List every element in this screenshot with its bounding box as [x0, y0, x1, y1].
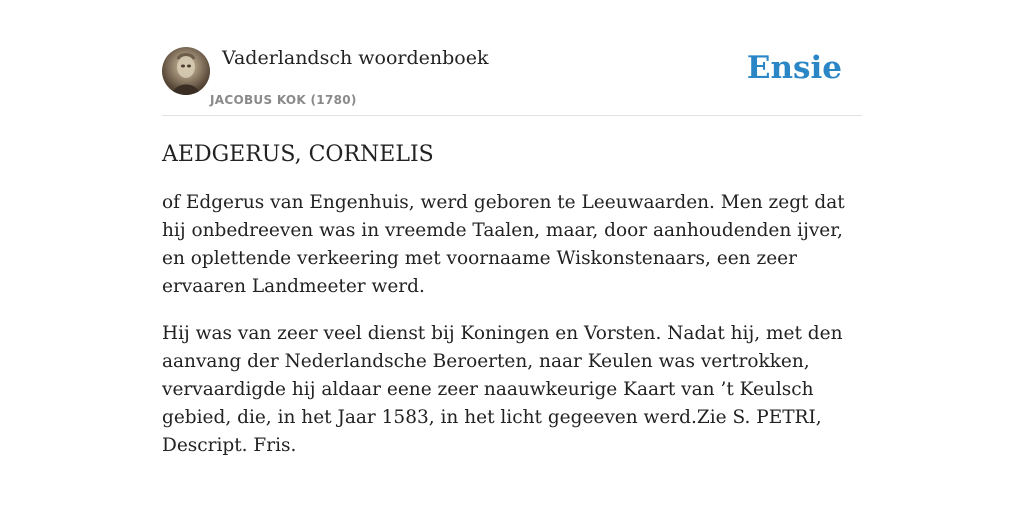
portrait-icon[interactable] — [162, 47, 210, 95]
author-label[interactable]: JACOBUS KOK (1780) — [210, 93, 357, 107]
entry-paragraph-1: of Edgerus van Engenhuis, werd geboren te Leeuwaarden. Men zegt dat hij onbedreeven was in vreemde Taalen, maar, door aanhoudenden ijver, en oplettende verkeering met voornaame Wiskonstenaars, een zeer ervaaren Landmeeter werd. — [162, 192, 845, 297]
entry-paragraph-2: Hij was van zeer veel dienst bij Koningen en Vorsten. Nadat hij, met den aanvang der Nederlandsche Beroerten, naar Keulen was vertrokken, vervaardigde hij aldaar eene zeer naauwkeurige Kaart van ’t Keulsch gebied, die, in het Jaar 1583, in het licht gegeeven werd.Zie S. PETRI, Descript. Fris. — [162, 323, 843, 456]
brand-logo[interactable]: Ensie — [746, 50, 842, 86]
entry-title: AEDGERUS, CORNELIS — [162, 142, 434, 167]
page-container — [162, 0, 862, 460]
header — [162, 0, 862, 116]
book-title[interactable]: Vaderlandsch woordenboek — [222, 47, 489, 69]
